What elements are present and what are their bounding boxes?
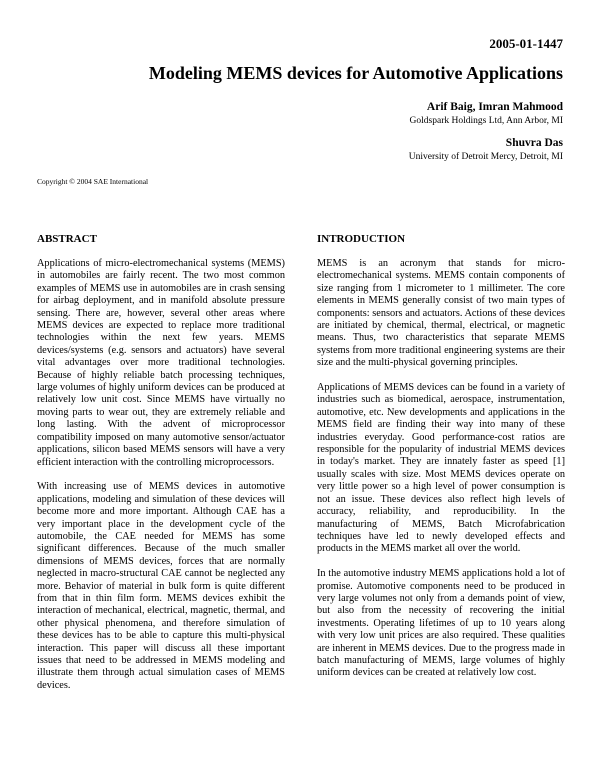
abstract-paragraph: With increasing use of MEMS devices in automotive applications, modeling and simulation of these devices will become more and more important. Although CAE has a very important place in the development cycle of the automobile, the CAE needed for MEMS has some significant differences. Because of the much smaller dimensions of MEMS devices, forces that are normally neglected in macro-structural CAE cannot be neglected any more. Behavior of material in bulk form is quite different from that in thin film form. MEMS devices exhibit the interaction of mechanical, electrical, magnetic, thermal, and other physical phenomena, and therefore simulation of these devices has to be able to capture this multi-physical interaction. This paper will discuss all these important issues that need to be addressed in MEMS modeling and illustrate them through actual simulation cases of MEMS devices. [37,481,285,691]
paper-number: 2005-01-1447 [489,36,563,51]
introduction-paragraph: In the automotive industry MEMS applications hold a lot of promise. Automotive components need to be produced in very large volumes not only from a demands point of view, but also from the necessity of recovering the initial investments. Operating lifetimes of up to 10 years along with very low unit prices are also required. These qualities are inherent in MEMS devices. Due to the progress made in batch manufacturing of MEMS, large volumes of highly uniform devices can be created at relatively low cost. [317,568,565,679]
introduction-paragraph: MEMS is an acronym that stands for micro-electromechanical systems. MEMS contain components of size ranging from 1 micrometer to 1 millimeter. The core elements in MEMS generally consist of two main types of components: sensors and actuators. Actions of these devices are initiated by chemical, thermal, electrical, or magnetic means. Thus, two characteristics that separate MEMS systems from more traditional engineering systems are their size and the multi-physical governing principles. [317,258,565,369]
introduction-heading: INTRODUCTION [317,233,406,245]
copyright-notice: Copyright © 2004 SAE International [37,177,149,186]
author-affiliation-secondary: University of Detroit Mercy, Detroit, MI [408,152,563,162]
abstract-paragraph: Applications of micro-electromechanical systems (MEMS) in automobiles are fairly recent. The two most common examples of MEMS use in automobiles are in crash sensing for airbag deployment, and in manifold absolute pressure sensing. There are, however, several other areas where MEMS devices are expected to replace more traditional technologies within the next few years. MEMS devices/systems (e.g. sensors and actuators) have several vital advantages over more traditional technologies. Because of highly reliable batch processing techniques, large volumes of highly uniform devices can be produced at relatively low unit cost. Since MEMS have virtually no moving parts to wear out, they are extremely reliable and long lasting. With the advent of microprocessor compatibility imposed on many automotive sensor/actuator applications, silicon based MEMS sensors will have a very efficient interaction with the controlling microprocessors. [37,258,285,468]
abstract-section [37,233,285,705]
abstract-heading: ABSTRACT [37,233,97,245]
author-affiliation-primary: Goldspark Holdings Ltd, Ann Arbor, MI [409,116,563,126]
paper-title: Modeling MEMS devices for Automotive Applications [148,63,563,83]
introduction-section [317,233,565,692]
author-names-primary: Arif Baig, Imran Mahmood [426,101,563,113]
author-names-secondary: Shuvra Das [505,137,563,149]
introduction-paragraph: Applications of MEMS devices can be found in a variety of industries such as biomedical, aerospace, instrumentation, automotive, etc. New developments and applications in the MEMS field are finding their way into many of these industries everyday. Good performance-cost ratios are responsible for the popularity of industrial MEMS devices in today's market. They are innately faster as speed [1] usually scales with size. Most MEMS devices operate on very little power so a high level of power consumption is not an issue. These devices also reflect high levels of accuracy, reliability, and reproducibility. In the manufacturing of MEMS, Batch Microfabrication techniques have led to newly developed effects and products in the MEMS market all over the world. [317,382,565,555]
